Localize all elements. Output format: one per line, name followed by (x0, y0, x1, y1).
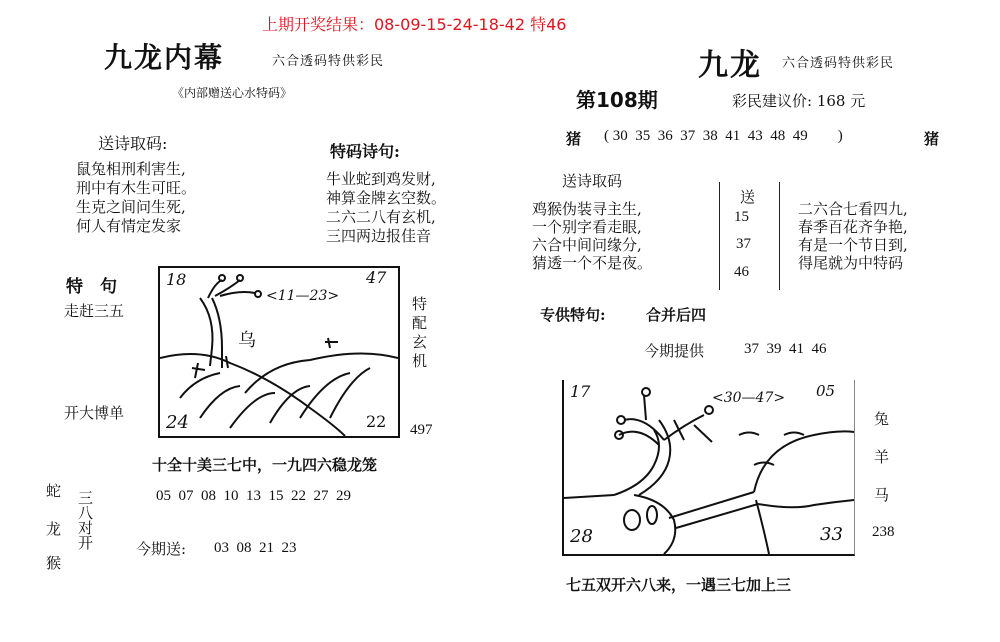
left-poem2-heading: 特码诗句: (330, 142, 400, 161)
poem-line: 春季百花齐争艳, (798, 218, 908, 236)
left-title: 九龙内幕 (104, 41, 225, 74)
suggested-price: 彩民建议价: 168 元 (732, 92, 866, 110)
right-title: 九龙 (698, 48, 762, 83)
left-jinqi-numbers: 03 08 21 23 (214, 540, 297, 556)
poem-line: 二六合七看四九, (798, 200, 908, 218)
divider-right (779, 182, 780, 290)
right-subtitle: 六合透码特供彩民 (782, 56, 895, 71)
left-subtitle: 六合透码特供彩民 (272, 54, 385, 69)
number-497: 497 (410, 422, 433, 438)
poem-line: 神算金牌玄空数。 (326, 189, 447, 207)
pig-numbers: ( 30 35 36 37 38 41 43 48 49 ) (604, 128, 843, 144)
poem-line: 鸡猴伪装寻主生, (532, 200, 642, 218)
tree-bridge-drawing (564, 380, 854, 554)
pic-range: <30—47> (712, 390, 786, 406)
poem-line: 一个别字看走眼, (532, 218, 642, 236)
right-jinqi-numbers: 37 39 41 46 (744, 341, 827, 357)
zodiac-horse: 马 (874, 486, 890, 504)
poem-line: 有是一个节日到, (798, 236, 908, 254)
poem-line: 何人有情定发家 (76, 217, 182, 235)
last-result-banner: 上期开奖结果：08-09-15-24-18-42 特46 (262, 15, 567, 34)
period-number: 第108期 (576, 88, 658, 112)
zhuan-gong-value: 合并后四 (646, 306, 707, 324)
pic-br-number: 22 (366, 412, 387, 431)
te-ju-label: 特 句 (66, 277, 117, 297)
left-numbers: 05 07 08 10 13 15 22 27 29 (156, 488, 351, 504)
san-ba-label: 三八对开 (76, 490, 94, 550)
poem-line: 六合中间问缘分, (532, 236, 642, 254)
poem-line: 猜透一个不是夜。 (532, 254, 653, 272)
song-value: 46 (734, 264, 749, 280)
poem-line: 刑中有木生可旺。 (76, 179, 197, 197)
song-label: 送 (740, 188, 756, 206)
zou-gan-label: 走赶三五 (64, 302, 125, 320)
zodiac-dragon: 龙 (46, 520, 62, 538)
zodiac-monkey: 猴 (46, 554, 62, 572)
zodiac-snake: 蛇 (46, 482, 62, 500)
song-value: 15 (734, 209, 749, 225)
pic-bl-number: 24 (166, 412, 189, 433)
te-pei-label: 特配玄机 (410, 296, 428, 372)
left-poem1-heading: 送诗取码: (98, 134, 168, 153)
right-poem1-heading: 送诗取码 (562, 172, 623, 190)
number-238: 238 (872, 524, 895, 540)
right-poem1 (532, 200, 652, 272)
right-slogan: 七五双开六八来，一遇三七加上三 (566, 576, 792, 594)
left-book-title: 《内部赠送心水特码》 (172, 86, 293, 100)
pic-bl-number: 28 (570, 526, 593, 547)
right-poem2 (798, 200, 908, 272)
kai-da-label: 开大博单 (64, 404, 125, 422)
left-slogan: 十全十美三七中，一九四六稳龙笼 (152, 456, 378, 474)
pic-char: 乌 (238, 330, 256, 351)
pic-tl-number: 17 (570, 382, 591, 401)
left-poem1 (76, 160, 196, 236)
song-value: 37 (736, 236, 751, 252)
pig-left: 猪 (566, 130, 582, 148)
left-poem2 (326, 170, 446, 246)
right-jinqi-label: 今期提供 (644, 342, 705, 360)
pig-right: 猪 (924, 130, 940, 148)
left-jinqi-label: 今期送: (136, 540, 187, 558)
poem-line: 得尾就为中特码 (798, 254, 904, 272)
left-picture-frame (158, 266, 400, 438)
poem-line: 三四两边报佳音 (326, 227, 432, 245)
pic-tl-number: 18 (166, 270, 187, 289)
pic-tr-number: 47 (366, 268, 387, 287)
poem-line: 二六二八有玄机, (326, 208, 436, 226)
divider-left (719, 182, 720, 290)
poem-line: 生克之间问生死, (76, 198, 186, 216)
poem-line: 牛业蛇到鸡发财, (326, 170, 436, 188)
zodiac-rabbit: 兔 (874, 410, 890, 428)
zodiac-goat: 羊 (874, 448, 890, 466)
pic-br-number: 33 (820, 524, 843, 545)
pic-range: <11—23> (266, 288, 340, 304)
pic-tr-number: 05 (816, 382, 836, 400)
right-picture-frame (562, 380, 855, 556)
zhuan-gong-label: 专供特句: (540, 306, 606, 324)
poem-line: 鼠兔相刑利害生, (76, 160, 186, 178)
